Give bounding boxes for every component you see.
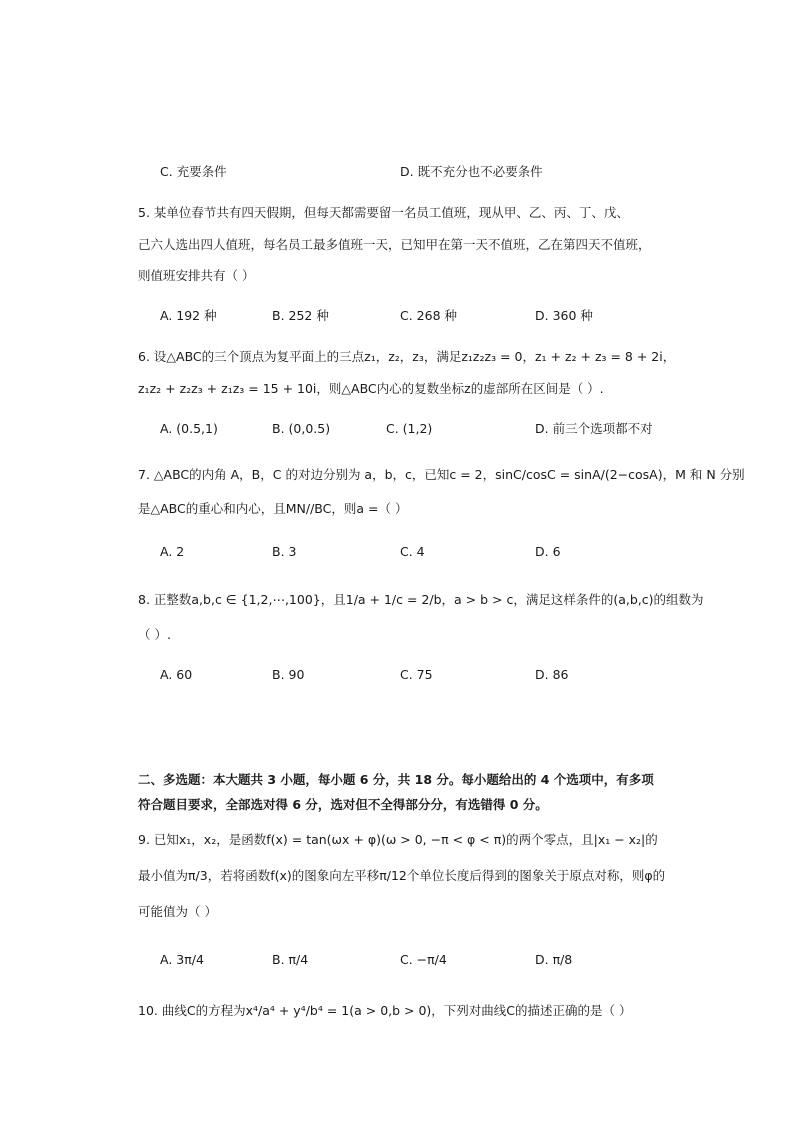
q8-line-2: （ ）. xyxy=(138,627,171,642)
q9-line-3: 可能值为（ ） xyxy=(138,904,217,919)
q6-option-c: C. (1,2) xyxy=(386,421,433,436)
q7-line-1: 7. △ABC的内角 A，B，C 的对边分别为 a，b，c，已知c = 2，sinC/cosC = sinA/(2−cosA)，M 和 N 分别 xyxy=(138,467,745,482)
q5-option-d: D. 360 种 xyxy=(535,308,593,323)
q8-line-1: 8. 正整数a,b,c ∈ {1,2,⋯,100}，且1/a + 1/c = 2/b，a > b > c，满足这样条件的(a,b,c)的组数为 xyxy=(138,592,704,607)
section2-heading-line-1: 二、多选题：本大题共 3 小题，每小题 6 分，共 18 分。每小题给出的 4 个选项中，有多项 xyxy=(138,772,654,787)
q8-option-b: B. 90 xyxy=(272,667,305,682)
q6-option-a: A. (0.5,1) xyxy=(160,421,218,436)
q9-option-b: B. π/4 xyxy=(272,952,309,967)
q8-option-d: D. 86 xyxy=(535,667,569,682)
q5-option-c: C. 268 种 xyxy=(400,308,458,323)
q6-line-2: z₁z₂ + z₂z₃ + z₁z₃ = 15 + 10i，则△ABC内心的复数坐标z的虚部所在区间是（ ）. xyxy=(138,381,604,396)
q7-option-c: C. 4 xyxy=(400,544,425,559)
q7-option-b: B. 3 xyxy=(272,544,297,559)
q5-line-1: 5. 某单位春节共有四天假期，但每天都需要留一名员工值班，现从甲、乙、丙、丁、戊、 xyxy=(138,205,629,220)
q7-option-a: A. 2 xyxy=(160,544,185,559)
q5-line-2: 己六人选出四人值班，每名员工最多值班一天，已知甲在第一天不值班，乙在第四天不值班， xyxy=(138,237,651,252)
q7-line-2: 是△ABC的重心和内心，且MN//BC，则a =（ ） xyxy=(138,501,408,516)
q9-option-a: A. 3π/4 xyxy=(160,952,204,967)
q5-option-b: B. 252 种 xyxy=(272,308,329,323)
q7-option-d: D. 6 xyxy=(535,544,561,559)
q9-line-1: 9. 已知x₁，x₂，是函数f(x) = tan(ωx + φ)(ω > 0, −π < φ < π)的两个零点，且|x₁ − x₂|的 xyxy=(138,832,658,847)
prev-option-d: D. 既不充分也不必要条件 xyxy=(400,164,543,179)
q6-option-d: D. 前三个选项都不对 xyxy=(535,421,653,436)
q5-option-a: A. 192 种 xyxy=(160,308,217,323)
q10-line-1: 10. 曲线C的方程为x⁴/a⁴ + y⁴/b⁴ = 1(a > 0,b > 0)，下列对曲线C的描述正确的是（ ） xyxy=(138,1003,632,1018)
q5-line-3: 则值班安排共有（ ） xyxy=(138,268,255,283)
q9-option-c: C. −π/4 xyxy=(400,952,447,967)
q6-line-1: 6. 设△ABC的三个顶点为复平面上的三点z₁，z₂，z₃，满足z₁z₂z₃ = 0，z₁ + z₂ + z₃ = 8 + 2i， xyxy=(138,349,676,364)
q6-option-b: B. (0,0.5) xyxy=(272,421,331,436)
section2-heading-line-2: 符合题目要求，全部选对得 6 分，选对但不全得部分分，有选错得 0 分。 xyxy=(138,797,548,812)
prev-option-c: C. 充要条件 xyxy=(160,164,227,179)
q9-line-2: 最小值为π/3，若将函数f(x)的图象向左平移π/12个单位长度后得到的图象关于原点对称，则φ的 xyxy=(138,868,666,883)
q8-option-a: A. 60 xyxy=(160,667,193,682)
q8-option-c: C. 75 xyxy=(400,667,433,682)
q9-option-d: D. π/8 xyxy=(535,952,573,967)
